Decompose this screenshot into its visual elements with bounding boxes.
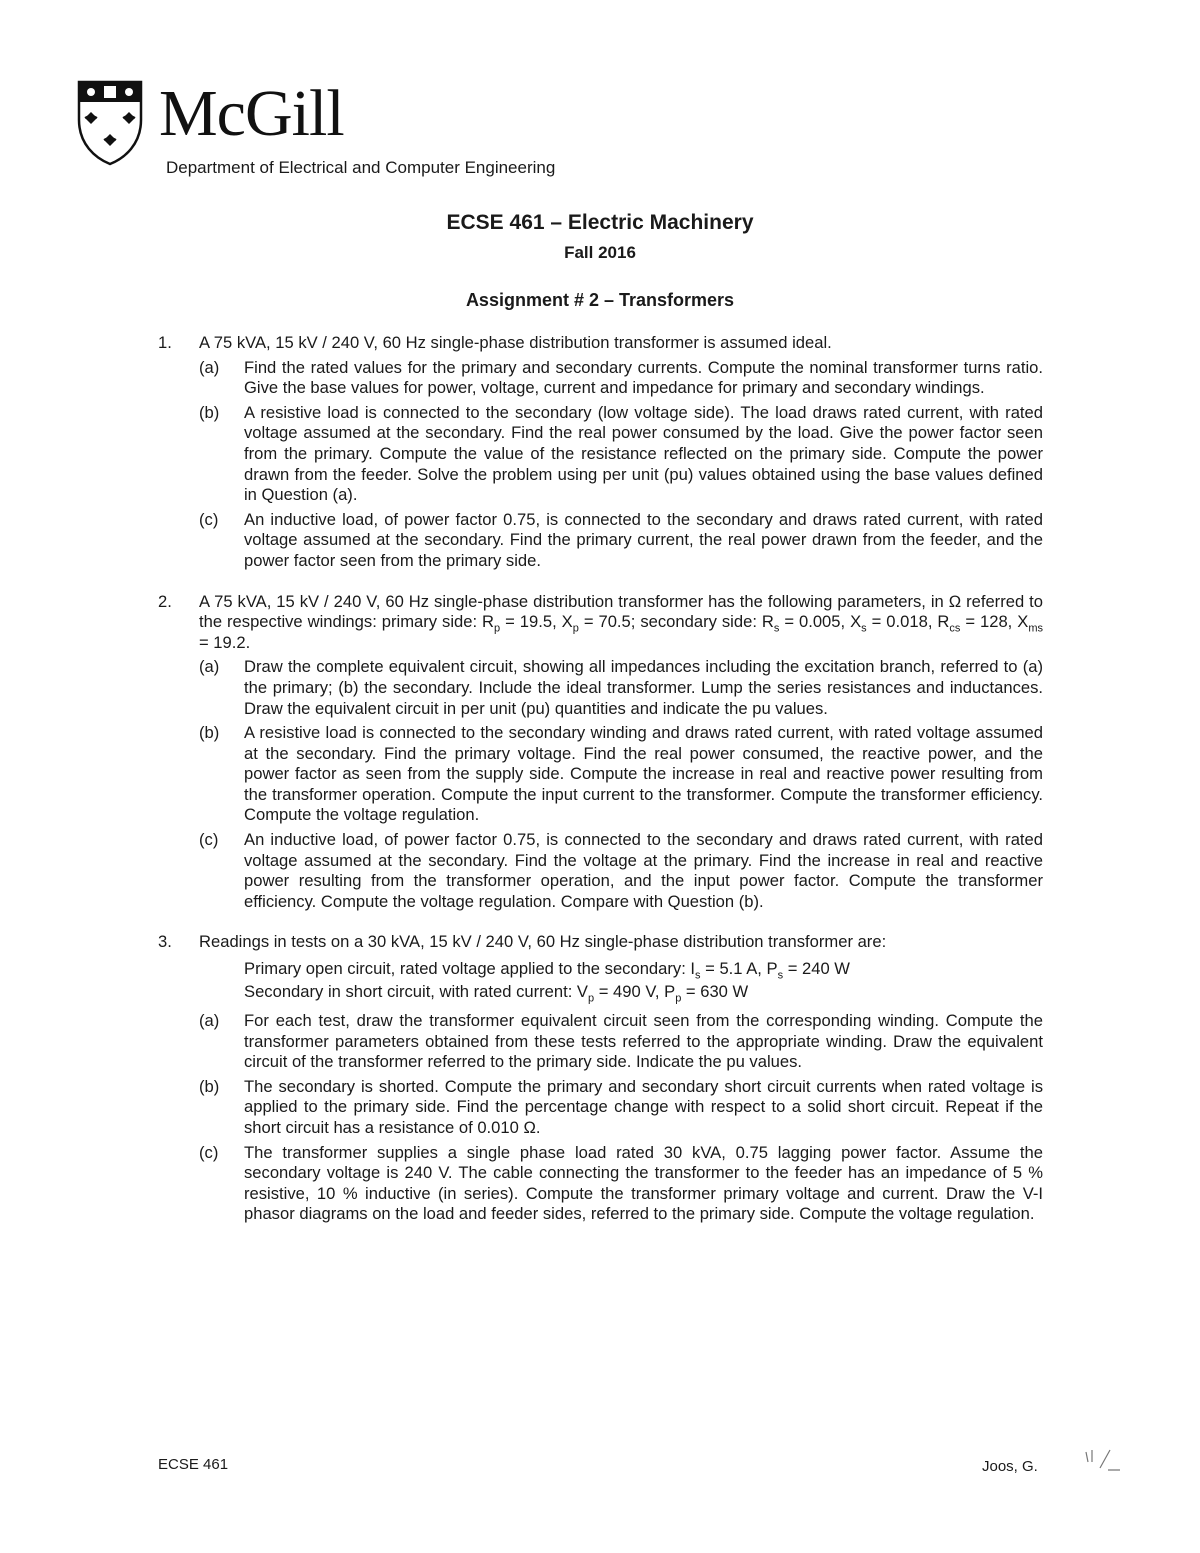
question-3 — [158, 932, 1043, 1225]
part-text: An inductive load, of power factor 0.75, is connected to the secondary and draws rated current, with rated voltage assumed at the secondary. Find the voltage at the primary. Find the increase in real and reactive power resulting from the transformer operation, and the input power factor. Compute the transformer efficiency. Compute the voltage regulation. Compare with Question (b). — [244, 830, 1043, 911]
question-stem: Readings in tests on a 30 kVA, 15 kV / 240 V, 60 Hz single-phase distribution transformer are: — [199, 932, 887, 952]
question-part — [199, 510, 1043, 572]
part-label: (c) — [199, 509, 219, 529]
question-number: 3. — [158, 932, 172, 952]
question-stem: A 75 kVA, 15 kV / 240 V, 60 Hz single-phase distribution transformer has the following parameters, in Ω referred to the respective windings: primary side: $R_p = 19.5$, $X_p = 70.5$; secondary side: $R_s = 0.005$, $X_s = 0.018$, $R_{cs} = 128$, $X_{ms} = 19.2$. — [199, 591, 1043, 652]
short-circuit-reading: Secondary in short circuit, with rated current: $V_p = 490$ V, $P_p = 630$ W — [244, 982, 749, 1005]
question-part — [199, 358, 1043, 399]
term: Fall 2016 — [564, 243, 636, 262]
part-text: An inductive load, of power factor 0.75, is connected to the secondary and draws rated current, with rated voltage assumed at the secondary. Find the primary current, the real power drawn from the feeder, and the power factor seen from the primary side. — [244, 509, 1043, 570]
question-2 — [158, 592, 1043, 913]
question-part — [199, 657, 1043, 719]
part-text: Find the rated values for the primary and secondary currents. Compute the nominal transformer turns ratio. Give the base values for power, voltage, current and impedance for primary and secondary windings. — [244, 357, 1043, 398]
question-part — [199, 403, 1043, 506]
test-readings — [199, 957, 1043, 1003]
question-part — [199, 830, 1043, 912]
question-part — [199, 1011, 1043, 1073]
part-text: A resistive load is connected to the secondary winding and draws rated current, with rated voltage assumed at the secondary. Find the primary voltage. Find the real power consumed, the reactive power, and the power factor as seen from the supply side. Compute the increase in real and reactive power resulting from the transformer operation. Compute the input current to the transformer. Compute the transformer efficiency. Compute the voltage regulation. — [244, 723, 1043, 825]
question-number: 1. — [158, 333, 172, 352]
part-label: (a) — [199, 1011, 220, 1031]
question-stem: A 75 kVA, 15 kV / 240 V, 60 Hz single-phase distribution transformer is assumed ideal. — [199, 333, 832, 352]
assignment-body — [158, 333, 1043, 1225]
department-name: Department of Electrical and Computer Engineering — [166, 158, 556, 177]
question-number: 2. — [158, 591, 172, 611]
part-label: (c) — [199, 1142, 219, 1162]
question-1 — [158, 333, 1043, 572]
part-text: For each test, draw the transformer equivalent circuit seen from the corresponding winding. Compute the transformer parameters obtained from these tests referred to the appropriate winding. Draw the equivalent circuit of the transformer referred to the primary side. Indicate the pu values. — [244, 1011, 1043, 1072]
assignment-title: Assignment # 2 – Transformers — [465, 290, 735, 310]
part-label: (b) — [199, 402, 220, 422]
part-label: (c) — [199, 830, 219, 850]
part-text: The secondary is shorted. Compute the primary and secondary short circuit currents when rated voltage is applied to the primary side. Find the percentage change with respect to a solid short circuit. Repeat if the short circuit has a resistance of 0.010 Ω. — [244, 1076, 1043, 1137]
question-part — [199, 1077, 1043, 1139]
part-label: (a) — [199, 357, 220, 377]
question-part — [199, 1143, 1043, 1225]
part-text: The transformer supplies a single phase load rated 30 kVA, 0.75 lagging power factor. Assume the secondary voltage is 240 V. The cable connecting the transformer to the feeder has an impedance of 5 % resistive, 10 % inductive (in series). Compute the transformer primary voltage and current. Draw the V-I phasor diagrams on the load and feeder sides, referred to the primary side. Compute the voltage regulation. — [244, 1142, 1043, 1224]
footer-course: ECSE 461 — [158, 1456, 229, 1473]
part-text: A resistive load is connected to the secondary (low voltage side). The load draws rated current, with rated voltage assumed at the secondary. Find the real power consumed by the load. Give the power factor seen from the primary. Compute the value of the resistance reflected on the primary side. Compute the power drawn from the feeder. Solve the problem using per unit (pu) values obtained using the base values defined in Question (a). — [244, 402, 1043, 505]
part-text: Draw the complete equivalent circuit, showing all impedances including the excitation branch, referred to (a) the primary; (b) the secondary. Include the ideal transformer. Lump the series resistances and inductances. Draw the equivalent circuit in per unit (pu) quantities and indicate the pu values. — [244, 657, 1043, 718]
course-title: ECSE 461 – Electric Machinery — [446, 211, 754, 234]
university-name: McGill — [159, 77, 344, 150]
question-part — [199, 723, 1043, 826]
footer-author: Joos, G. — [982, 1458, 1038, 1475]
mcgill-crest-logo — [75, 76, 145, 166]
part-label: (b) — [199, 723, 220, 743]
title-block — [0, 210, 1200, 312]
open-circuit-reading: Primary open circuit, rated voltage applied to the secondary: $I_s = 5.1$ A, $P_s = 240$ W — [244, 959, 850, 982]
handwritten-mark — [1080, 1446, 1124, 1476]
part-label: (b) — [199, 1076, 220, 1096]
part-label: (a) — [199, 657, 220, 677]
